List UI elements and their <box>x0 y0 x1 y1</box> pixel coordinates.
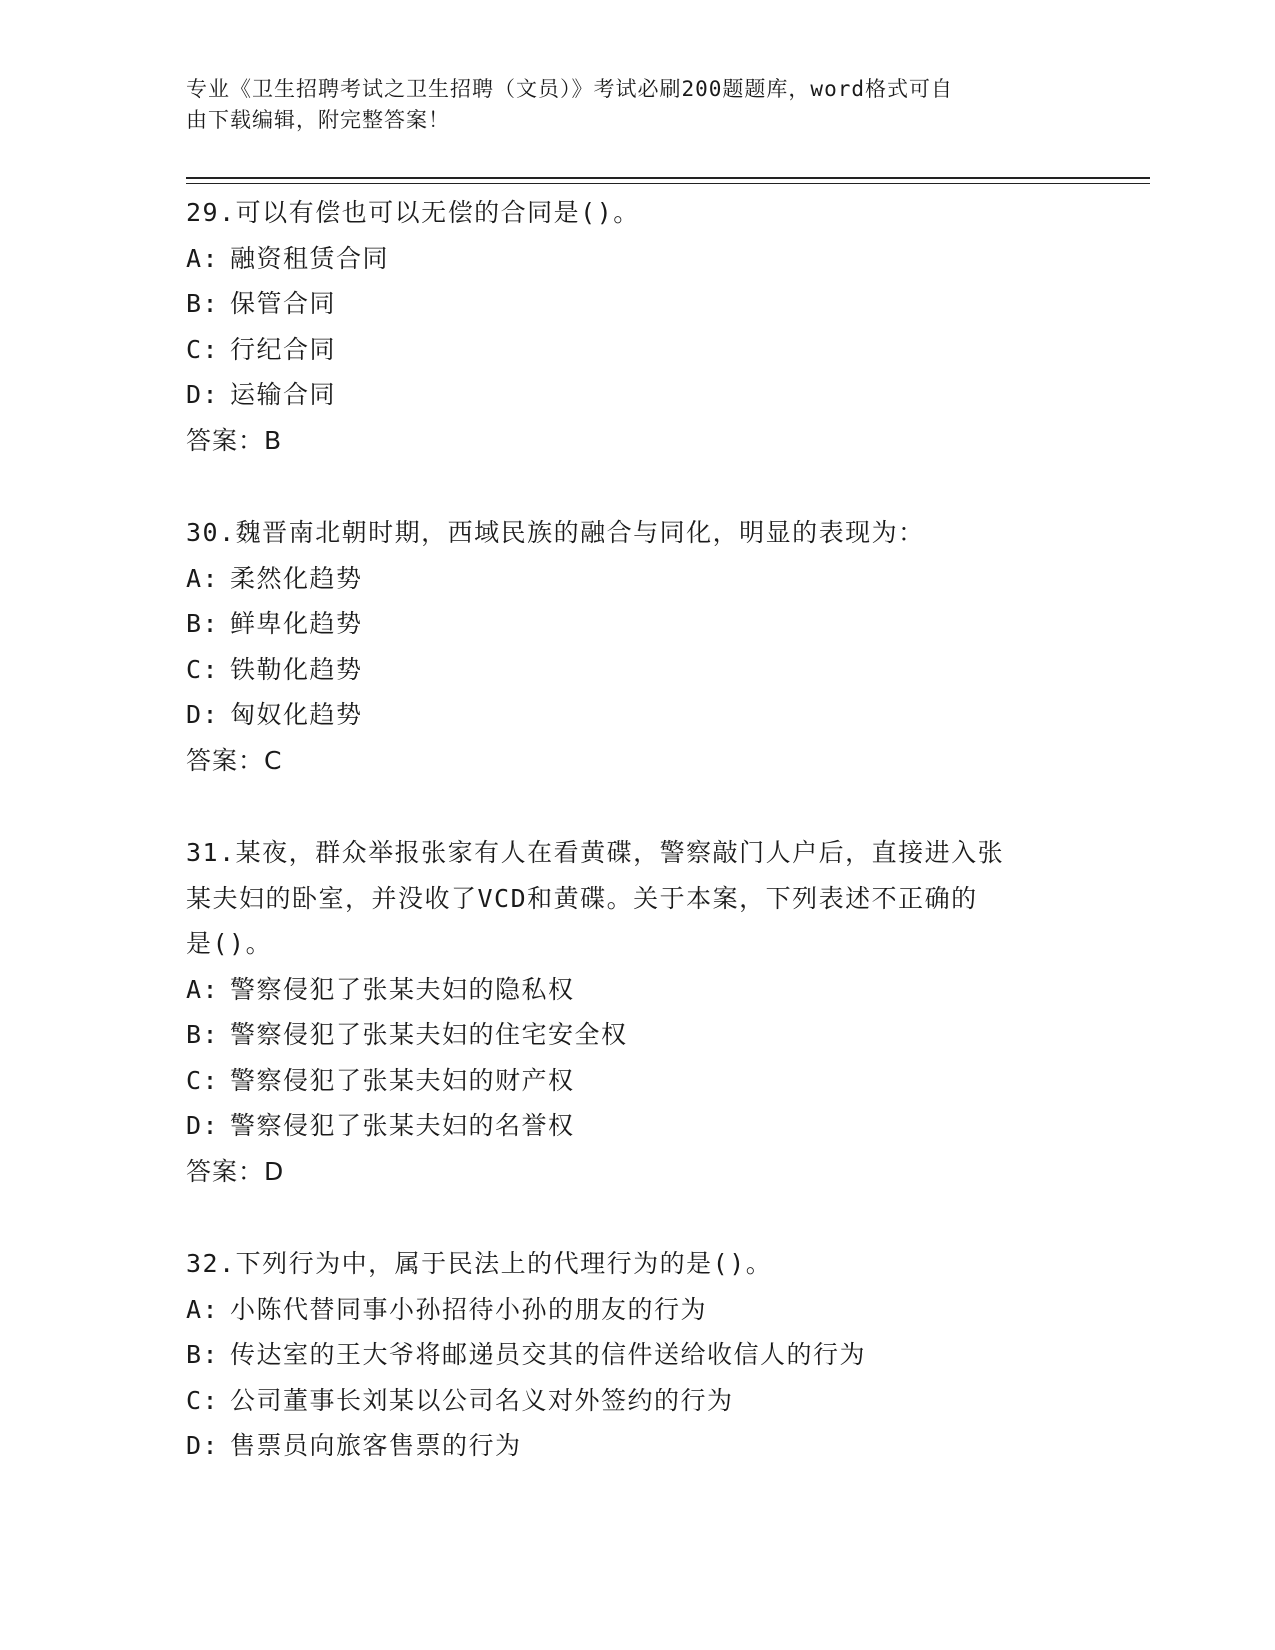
question-spacer <box>186 463 1086 510</box>
question-32 <box>186 1241 1086 1469</box>
option-a <box>186 1287 1086 1333</box>
question-stem-line: 某夫妇的卧室，并没收了VCD和黄碟。关于本案，下列表述不正确的 <box>186 883 978 913</box>
option-text: 保管合同 <box>230 289 337 318</box>
option-key: D: <box>186 1111 220 1140</box>
option-d <box>186 692 1086 738</box>
option-key: D: <box>186 1431 220 1460</box>
option-c <box>186 647 1086 693</box>
question-spacer <box>186 783 1086 830</box>
option-key: A: <box>186 563 220 593</box>
header-line-2: 由下载编辑，附完整答案！ <box>186 108 450 132</box>
option-b <box>186 601 1086 647</box>
option-key: A: <box>186 1294 220 1324</box>
question-30 <box>186 510 1086 783</box>
question-stem-line: 是()。 <box>186 929 273 958</box>
option-text: 小陈代替同事小孙招待小孙的朋友的行为 <box>230 1294 708 1324</box>
question-stem-line: 31.某夜，群众举报张家有人在看黄碟，警察敲门人户后，直接进入张 <box>186 838 1005 867</box>
option-c <box>186 1058 1086 1104</box>
question-stem: 30.魏晋南北朝时期，西域民族的融合与同化，明显的表现为： <box>186 518 925 547</box>
option-b <box>186 1332 1086 1378</box>
question-spacer <box>186 1194 1086 1241</box>
option-text: 警察侵犯了张某夫妇的名誉权 <box>230 1111 575 1140</box>
option-key: A: <box>186 974 220 1004</box>
option-text: 警察侵犯了张某夫妇的财产权 <box>230 1065 575 1095</box>
option-key: D: <box>186 380 220 409</box>
option-c <box>186 1378 1086 1424</box>
option-key: B: <box>186 289 220 318</box>
option-text: 警察侵犯了张某夫妇的住宅安全权 <box>230 1020 628 1049</box>
option-text: 铁勒化趋势 <box>230 654 363 684</box>
document-header <box>186 74 1086 136</box>
option-key: C: <box>186 1385 220 1415</box>
option-d <box>186 372 1086 418</box>
option-key: C: <box>186 334 220 364</box>
option-text: 鲜卑化趋势 <box>230 609 363 638</box>
answer: 答案：B <box>186 425 283 455</box>
option-b <box>186 281 1086 327</box>
option-c <box>186 327 1086 373</box>
option-key: C: <box>186 1065 220 1095</box>
option-text: 融资租赁合同 <box>230 243 390 273</box>
option-key: C: <box>186 654 220 684</box>
question-stem: 32.下列行为中，属于民法上的代理行为的是()。 <box>186 1249 773 1278</box>
option-text: 售票员向旅客售票的行为 <box>230 1431 522 1460</box>
option-text: 柔然化趋势 <box>230 563 363 593</box>
option-text: 匈奴化趋势 <box>230 700 363 729</box>
option-a <box>186 236 1086 282</box>
header-divider-thin <box>186 183 1150 184</box>
header-line-1: 专业《卫生招聘考试之卫生招聘（文员）》考试必刷200题题库，word格式可自 <box>186 77 953 101</box>
header-divider-thick <box>186 177 1150 179</box>
answer: 答案：D <box>186 1156 285 1186</box>
option-text: 行纪合同 <box>230 334 337 364</box>
option-a <box>186 967 1086 1013</box>
option-text: 运输合同 <box>230 380 337 409</box>
option-key: B: <box>186 1020 220 1049</box>
option-d <box>186 1423 1086 1469</box>
option-a <box>186 556 1086 602</box>
option-key: B: <box>186 1340 220 1369</box>
question-list <box>186 190 1086 1469</box>
question-29 <box>186 190 1086 463</box>
option-text: 警察侵犯了张某夫妇的隐私权 <box>230 974 575 1004</box>
option-text: 传达室的王大爷将邮递员交其的信件送给收信人的行为 <box>230 1340 867 1369</box>
question-31 <box>186 830 1086 1194</box>
option-key: D: <box>186 700 220 729</box>
option-b <box>186 1012 1086 1058</box>
option-text: 公司董事长刘某以公司名义对外签约的行为 <box>230 1385 734 1415</box>
question-stem: 29.可以有偿也可以无偿的合同是()。 <box>186 198 640 227</box>
answer: 答案：C <box>186 745 283 775</box>
option-key: B: <box>186 609 220 638</box>
option-d <box>186 1103 1086 1149</box>
option-key: A: <box>186 243 220 273</box>
